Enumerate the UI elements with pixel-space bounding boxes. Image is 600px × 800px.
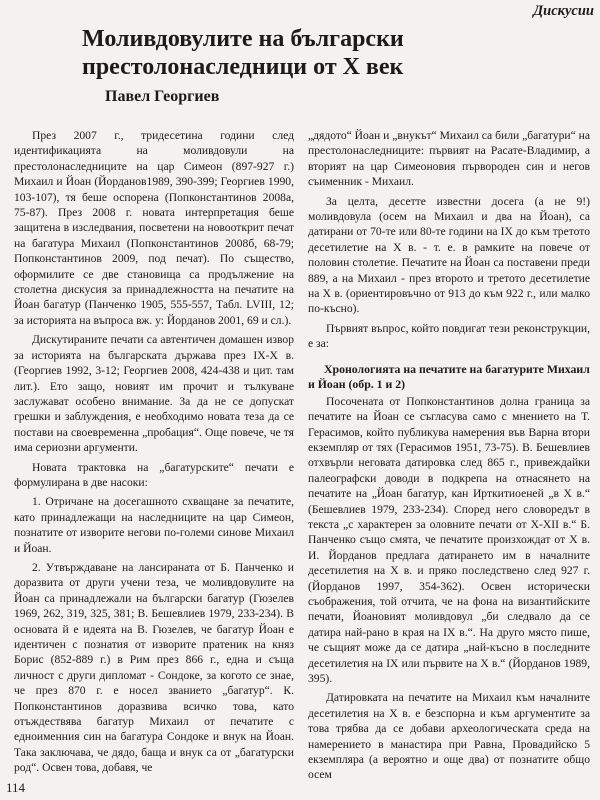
paragraph: Датировката на печатите на Михаил към началните десетилетия на X в. е безспорна и към аргументите за това трябва да се добави археологическата среда на намерението в манастира при Равна, Провадийско 5 екземпляра (а вероятно и още два) от познатите общо осем: [308, 691, 590, 782]
paragraph: 2. Утвърждаване на лансираната от Б. Панченко и доразвита от други учени теза, че моливдовулите на Йоан са принадлежали на български багатур (Гюзелев 1969, 262, 319, 325, 381; В. Бешевлиев 1979, 233-234). В основата й е идеята на В. Гюзелев, че багатур Йоан е идентичен с познатия от изворите пратеник на княз Борис (852-889 г.) в Рим през 866 г., една и съща личност с други дипломат - Сондоке, за когото се знае, че през 870 г. е носел званието „багатур“. К. Попконстантинов доразвива всичко това, като отъждествява багатур Михаил от печатите с едноименния син на багатура Сондоке и внук на Йоан. Така заключава, че дядо, баща и внук са от „багатурски род“. Освен това, добавя, че: [14, 560, 294, 775]
paragraph: През 2007 г., тридесетина години след идентификацията на моливдовули на престолонаследниците на цар Симеон (897-927 г.) Михаил и Йоан (Йорданов1989, 390-399; Георгиев 1990, 103-107), тя беше оспорена (Попконстантинов 2008а, 75-87). През 2008 г. новата интерпретация беше защитена в изследвания, посветени на новооткрит печат на багатура Михаил (Попконстантинов 2008б, 68-79; Попконстантинов 2009, под печат). По същество, оформилите се две становища са продължение на столетна дискусия за принадлежността на печатите на Йоан багатур (Панченко 1905, 555-557, Табл. LVIII, 12; за историята на въпроса вж. у: Йорданов 2001, 69 и сл.).: [14, 129, 294, 327]
paragraph: Новата трактовка на „багатурските“ печати е формулирана в две насоки:: [14, 460, 294, 489]
article-author: Павел Георгиев: [105, 88, 220, 105]
page-number: 114: [6, 780, 26, 795]
right-column: [308, 128, 590, 787]
section-label: Дискусии: [533, 3, 594, 19]
left-column: [14, 128, 294, 780]
paragraph: „дядото“ Йоан и „внукът“ Михаил са били „багатури“ на престолонаследниците: първият на Расате-Владимир, а вторият на цар Симеоновия първороден син и негов съименник - Михаил.: [308, 129, 590, 189]
article-title: Моливдовулите на български престолонаследници от X век: [82, 26, 404, 80]
section-heading: Хронологията на печатите на багатурите Михаил и Йоан (обр. 1 и 2): [308, 361, 590, 391]
paragraph: За целта, десетте известни досега (а не 9!) моливдовула (осем на Михаил и два на Йоан), са датирани от 70-те или 80-те години на IX до към третото десетилетие на X в. - т. е. в рамките на повече от половин столетие. Печатите на Йоан са поставени преди 889, а на Михаил - през второто и третото десетилетие на X в. (ориентировъчно от 913 до към 922 г., или малко по-късно).: [308, 194, 590, 316]
paragraph: Дискутираните печати са автентичен домашен извор за историята на българската държава през IX-X в. (Георгиев 1992, 3-12; Георгиев 2008, 424-438 и цит. там лит.). Ето защо, новият им прочит и тълкуване заслужават особено внимание. За да не се допускат грешки и заблуждения, е необходимо новата теза да се постави на своевременна „пробация“. Още повече, че тя има сериозни аргументи.: [14, 333, 294, 455]
paragraph: 1. Отричане на досегашното схващане за печатите, като принадлежащи на наследниците на цар Симеон, познатите от изворите негови по-големи синове Михаил и Йоан.: [14, 495, 294, 555]
paragraph: Посочената от Попконстантинов долна граница за печатите на Йоан се съгласува само с мнението на Т. Герасимов, който публикува намерения във Варна втори екземпляр от тях (Герасимов 1951, 73-75). В. Бешевлиев отхвърли неговата датировка след 865 г., привеждайки палеографски доводи в подкрепа на отнасянето на печатите на „Йоан багатур, кан Ирткитиоеней „в X в.“ (Бешевлиев 1979, 233-234). Според него словоредът в текста „с характерен за оловните печати от X-XII в.“ Б. Панченко също смята, че печатите произхождат от X в. И. Йорданов предлага датирането им в началните десетилетия на X в. и пряко последствено след 927 г. (Йорданов 1997, 354-362). Освен исторически съображения, той отчита, че на фона на византийските печати, Йоановият моливдовул „би следвало да се датира най-рано в края на IX в.“. На друго място пише, че същият може да се датира „най-късно в последните десетилетия на IX или първите на X в.“ (Йорданов 1989, 395).: [308, 394, 590, 685]
paragraph: Първият въпрос, който повдигат тези реконструкции, е за:: [308, 321, 590, 351]
